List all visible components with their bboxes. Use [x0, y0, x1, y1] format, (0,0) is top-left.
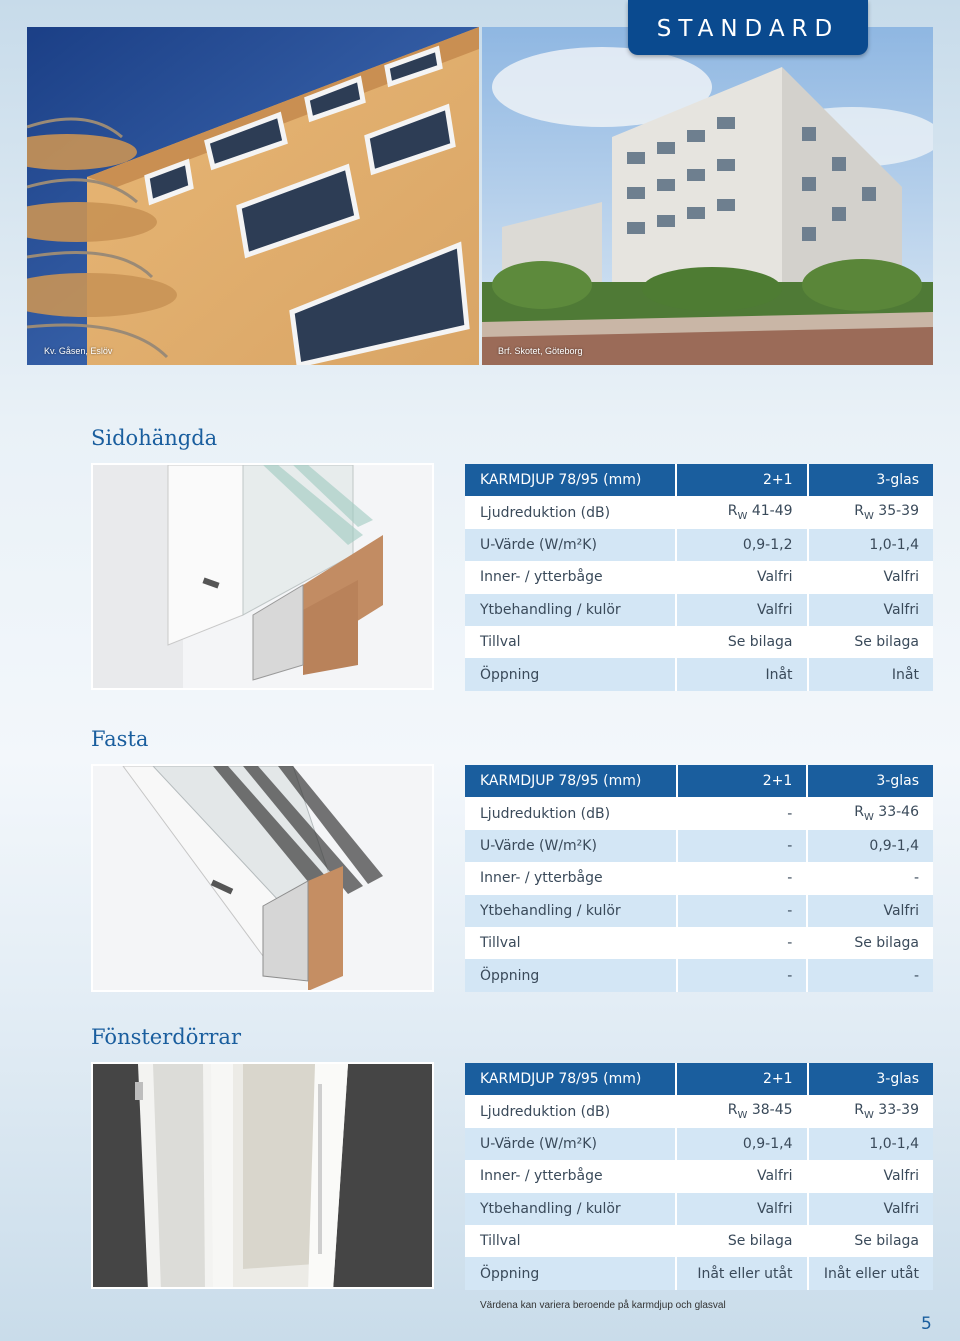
- section-title-sidohangda: Sidohängda: [91, 426, 218, 450]
- footnote: Värdena kan variera beroende på karmdjup och glasval: [480, 1300, 726, 1311]
- row-value-b: Valfri: [808, 1160, 933, 1192]
- row-label: Tillval: [465, 1225, 676, 1257]
- header-col-3glas: 3-glas: [807, 765, 933, 797]
- row-value-b: 1,0-1,4: [808, 529, 933, 561]
- row-value-a: Se bilaga: [676, 626, 807, 658]
- row-value-b: 0,9-1,4: [807, 830, 933, 862]
- row-label: Ljudreduktion (dB): [465, 797, 677, 829]
- window-profile-image-fasta: [91, 764, 434, 992]
- row-value-a: Inåt eller utåt: [676, 1257, 807, 1289]
- row-label: Tillval: [465, 927, 677, 959]
- row-value-b: -: [807, 959, 933, 991]
- photo-building-right: [482, 27, 933, 365]
- row-value-a: Inåt: [676, 658, 807, 690]
- row-value-b: Se bilaga: [808, 626, 933, 658]
- row-value-b: Valfri: [808, 594, 933, 626]
- row-value-b: Inåt eller utåt: [808, 1257, 933, 1289]
- standard-banner: STANDARD: [628, 0, 868, 55]
- row-label: Ljudreduktion (dB): [465, 1095, 676, 1127]
- row-label: U-Värde (W/m²K): [465, 529, 676, 561]
- row-value-b: Se bilaga: [808, 1225, 933, 1257]
- row-value-a: Valfri: [676, 1160, 807, 1192]
- header-label: KARMDJUP 78/95 (mm): [465, 464, 676, 496]
- row-value-b: $R_W$ 35-39: [808, 496, 933, 528]
- row-value-a: -: [677, 862, 808, 894]
- row-label: Ljudreduktion (dB): [465, 496, 676, 528]
- section-title-fonsterdorrar: Fönsterdörrar: [91, 1025, 241, 1049]
- spec-table-fasta: [465, 765, 933, 992]
- row-label: Ytbehandling / kulör: [465, 594, 676, 626]
- row-label: U-Värde (W/m²K): [465, 1128, 676, 1160]
- door-image-fonsterdorrar: [91, 1062, 434, 1289]
- row-value-a: Valfri: [676, 561, 807, 593]
- header-label: KARMDJUP 78/95 (mm): [465, 765, 677, 797]
- row-value-a: $R_W$ 41-49: [676, 496, 807, 528]
- row-value-b: Valfri: [807, 895, 933, 927]
- row-value-b: $R_W$ 33-39: [808, 1095, 933, 1127]
- row-label: Inner- / ytterbåge: [465, 561, 676, 593]
- row-label: Öppning: [465, 959, 677, 991]
- section-title-fasta: Fasta: [91, 727, 149, 751]
- header-col-2plus1: 2+1: [676, 464, 807, 496]
- photo-building-left: [27, 27, 479, 365]
- row-value-a: Valfri: [676, 594, 807, 626]
- row-value-a: Se bilaga: [676, 1225, 807, 1257]
- row-label: Ytbehandling / kulör: [465, 1193, 676, 1225]
- spec-table-fonsterdorrar: [465, 1063, 933, 1290]
- photo-caption-right: Brf. Skotet, Göteborg: [498, 346, 583, 356]
- row-label: U-Värde (W/m²K): [465, 830, 677, 862]
- row-value-a: -: [677, 797, 808, 829]
- row-value-b: Valfri: [808, 1193, 933, 1225]
- header-col-3glas: 3-glas: [808, 1063, 933, 1095]
- header-col-2plus1: 2+1: [676, 1063, 807, 1095]
- row-value-a: Valfri: [676, 1193, 807, 1225]
- row-label: Öppning: [465, 658, 676, 690]
- row-value-b: -: [807, 862, 933, 894]
- header-col-2plus1: 2+1: [677, 765, 808, 797]
- header-label: KARMDJUP 78/95 (mm): [465, 1063, 676, 1095]
- header-col-3glas: 3-glas: [808, 464, 933, 496]
- row-value-b: Valfri: [808, 561, 933, 593]
- page-number: 5: [921, 1314, 932, 1334]
- row-label: Ytbehandling / kulör: [465, 895, 677, 927]
- row-value-a: -: [677, 830, 808, 862]
- row-value-a: 0,9-1,4: [676, 1128, 807, 1160]
- row-value-b: Se bilaga: [807, 927, 933, 959]
- window-profile-image-sidohangda: [91, 463, 434, 690]
- row-label: Tillval: [465, 626, 676, 658]
- row-value-b: Inåt: [808, 658, 933, 690]
- row-label: Inner- / ytterbåge: [465, 1160, 676, 1192]
- row-label: Inner- / ytterbåge: [465, 862, 677, 894]
- row-value-b: $R_W$ 33-46: [807, 797, 933, 829]
- row-value-a: $R_W$ 38-45: [676, 1095, 807, 1127]
- row-value-a: -: [677, 959, 808, 991]
- row-label: Öppning: [465, 1257, 676, 1289]
- photo-caption-left: Kv. Gåsen, Eslöv: [44, 346, 113, 356]
- row-value-a: 0,9-1,2: [676, 529, 807, 561]
- row-value-a: -: [677, 895, 808, 927]
- spec-table-sidohangda: [465, 464, 933, 691]
- row-value-b: 1,0-1,4: [808, 1128, 933, 1160]
- row-value-a: -: [677, 927, 808, 959]
